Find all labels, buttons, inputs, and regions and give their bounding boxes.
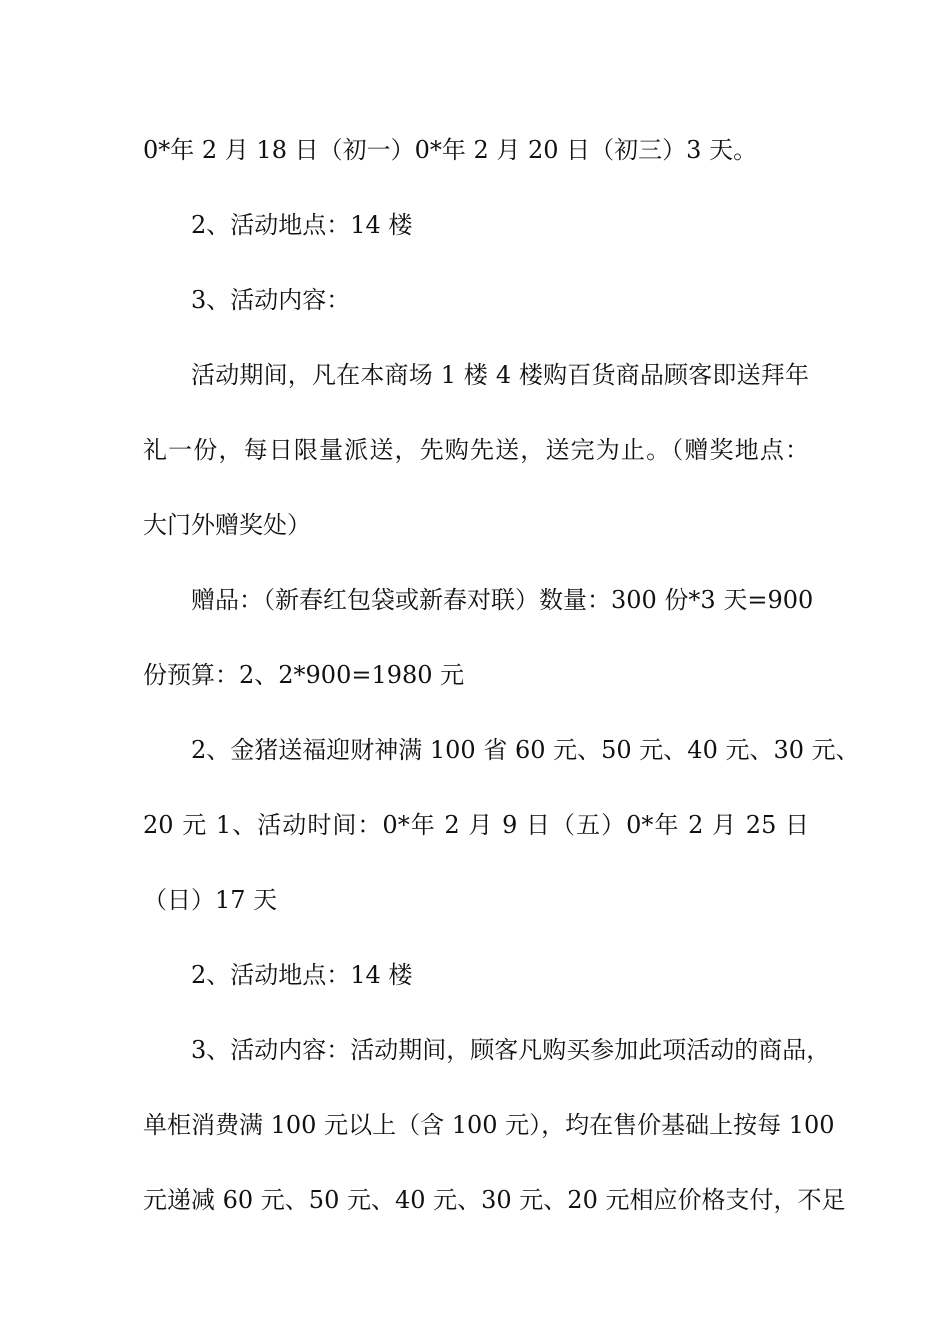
- paragraph-line: 大门外赠奖处）: [143, 511, 311, 539]
- activity-duration-line: （日）17 天: [143, 886, 278, 914]
- activity-location-line: 2、活动地点：14 楼: [191, 211, 413, 239]
- paragraph-line: 礼一份，每日限量派送，先购先送，送完为止。（赠奖地点：: [143, 436, 809, 464]
- activity-content-line: 3、活动内容：活动期间，顾客凡购买参加此项活动的商品，: [191, 1036, 831, 1064]
- budget-line: 份预算：2、2*900=1980 元: [143, 661, 465, 689]
- date-range-line: 0*年 2 月 18 日（初一）0*年 2 月 20 日（初三）3 天。: [143, 136, 758, 164]
- paragraph-line: 元递减 60 元、50 元、40 元、30 元、20 元相应价格支付，不足: [143, 1186, 846, 1214]
- paragraph-line: 单柜消费满 100 元以上（含 100 元），均在售价基础上按每 100: [143, 1111, 835, 1139]
- activity-location-line: 2、活动地点：14 楼: [191, 961, 413, 989]
- promotion-heading: 2、金猪送福迎财神满 100 省 60 元、50 元、40 元、30 元、: [191, 736, 860, 764]
- paragraph-line: 活动期间，凡在本商场 1 楼 4 楼购百货商品顾客即送拜年: [191, 361, 809, 389]
- activity-time-line: 20 元 1、活动时间：0*年 2 月 9 日（五）0*年 2 月 25 日: [143, 811, 809, 839]
- activity-content-heading: 3、活动内容：: [191, 286, 351, 314]
- gift-line: 赠品：（新春红包袋或新春对联）数量：300 份*3 天=900: [191, 586, 814, 614]
